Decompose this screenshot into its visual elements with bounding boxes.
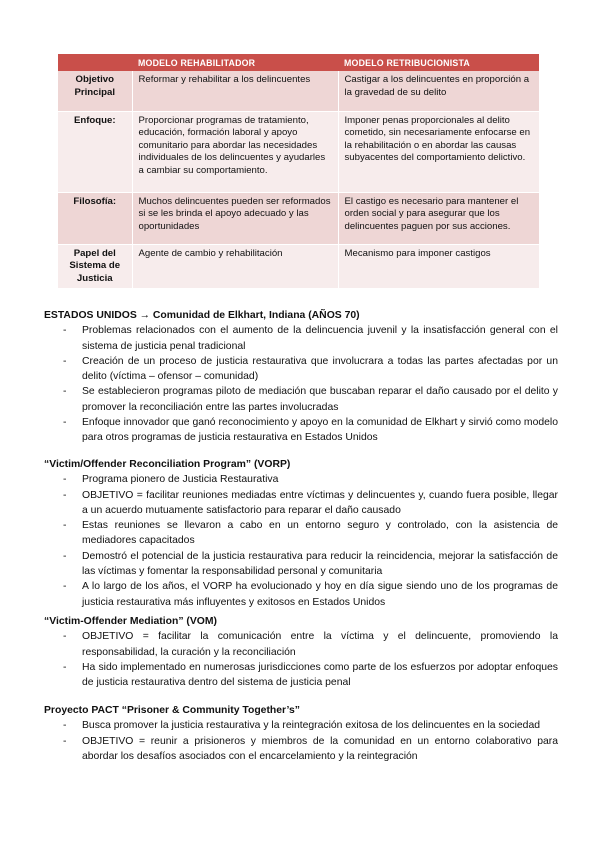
header-retribucionista: MODELO RETRIBUCIONISTA (338, 54, 539, 71)
list-item: - OBJETIVO = facilitar la comunicación entre la víctima y el delincuente, promoviendo la responsabilidad, la curación y la reconciliación (44, 629, 558, 660)
section-title: “Victim/Offender Reconciliation Program” (VORP) (44, 459, 291, 470)
row-label: Objetivo Principal (58, 71, 132, 111)
list-item: - A lo largo de los años, el VORP ha evolucionado y hoy en día sigue siendo uno de los programas de justicia restaurativa más influyentes y exitosos en Estados Unidos (44, 579, 558, 610)
list-item: - Busca promover la justicia restaurativa y la reintegración exitosa de los delincuentes en la sociedad (44, 718, 558, 733)
list-item: - OBJETIVO = reunir a prisioneros y miembros de la comunidad en un entorno colaborativo para abordar los desafíos asociados con el encarcelamiento y la reintegración (44, 734, 558, 765)
section-elkhart (44, 308, 558, 446)
table-row (58, 111, 539, 192)
list-item: - Se establecieron programas piloto de mediación que buscaban reparar el daño causado por el delito y promover la reconciliación entre las partes involucradas (44, 384, 558, 415)
list-item: - Creación de un proceso de justicia restaurativa que involucrara a todas las partes afectadas por un delito (víctima – ofensor – comunidad) (44, 354, 558, 385)
list-item: - OBJETIVO = facilitar reuniones mediadas entre víctimas y delincuentes y, cuando fuera posible, llegar a un acuerdo mutuamente satisfactorio para reparar el daño causado (44, 488, 558, 519)
header-rehabilitador: MODELO REHABILITADOR (132, 54, 338, 71)
section-vorp (44, 457, 558, 610)
table-header-blank (58, 54, 132, 71)
section-title: “Victim-Offender Mediation” (VOM) (44, 616, 217, 627)
section-vom (44, 614, 558, 690)
comparison-table (58, 54, 540, 289)
bullet-list (44, 718, 558, 764)
row-label: Papel del Sistema de Justicia (58, 244, 132, 289)
cell-retribucionista: Mecanismo para imponer castigos (338, 244, 539, 289)
section-title: ESTADOS UNIDOS → Comunidad de Elkhart, Indiana (AÑOS 70) (44, 310, 360, 321)
bullet-list (44, 323, 558, 445)
cell-rehabilitador: Muchos delincuentes pueden ser reformados si se les brinda el apoyo adecuado y las oportunidades (132, 192, 338, 244)
section-title: Proyecto PACT “Prisoner & Community Together’s” (44, 705, 300, 716)
bullet-list (44, 629, 558, 690)
section-pact (44, 703, 558, 764)
cell-retribucionista: Imponer penas proporcionales al delito cometido, sin necesariamente enfocarse en la rehabilitación o en abordar las causas subyacentes del comportamiento delictivo. (338, 111, 539, 192)
table-row (58, 244, 539, 289)
list-item: - Enfoque innovador que ganó reconocimiento y apoyo en la comunidad de Elkhart y sirvió como modelo para otros programas de justicia restaurativa en Estados Unidos (44, 415, 558, 446)
table-header-row (58, 54, 539, 71)
cell-retribucionista: Castigar a los delincuentes en proporción a la gravedad de su delito (338, 71, 539, 111)
bullet-list (44, 472, 558, 610)
list-item: - Problemas relacionados con el aumento de la delincuencia juvenil y la insatisfacción general con el sistema de justicia penal tradicional (44, 323, 558, 354)
cell-retribucionista: El castigo es necesario para mantener el orden social y para asegurar que los delincuentes paguen por sus acciones. (338, 192, 539, 244)
row-label: Enfoque: (58, 111, 132, 192)
cell-rehabilitador: Proporcionar programas de tratamiento, educación, formación laboral y apoyo comunitario para abordar las necesidades individuales de los delincuentes y ayudarles a cambiar su comportamiento. (132, 111, 338, 192)
cell-rehabilitador: Reformar y rehabilitar a los delincuentes (132, 71, 338, 111)
row-label: Filosofía: (58, 192, 132, 244)
list-item: - Demostró el potencial de la justicia restaurativa para reducir la reincidencia, mejorar la satisfacción de las víctimas y fomentar la responsabilidad personal y comunitaria (44, 549, 558, 580)
table-row (58, 192, 539, 244)
list-item: - Programa pionero de Justicia Restaurativa (44, 472, 558, 487)
list-item: - Estas reuniones se llevaron a cabo en un entorno seguro y controlado, con la asistencia de mediadores capacitados (44, 518, 558, 549)
list-item: - Ha sido implementado en numerosas jurisdicciones como parte de los esfuerzos por adoptar enfoques de justicia restaurativa dentro del sistema de justicia penal (44, 660, 558, 691)
table-row (58, 71, 539, 111)
cell-rehabilitador: Agente de cambio y rehabilitación (132, 244, 338, 289)
